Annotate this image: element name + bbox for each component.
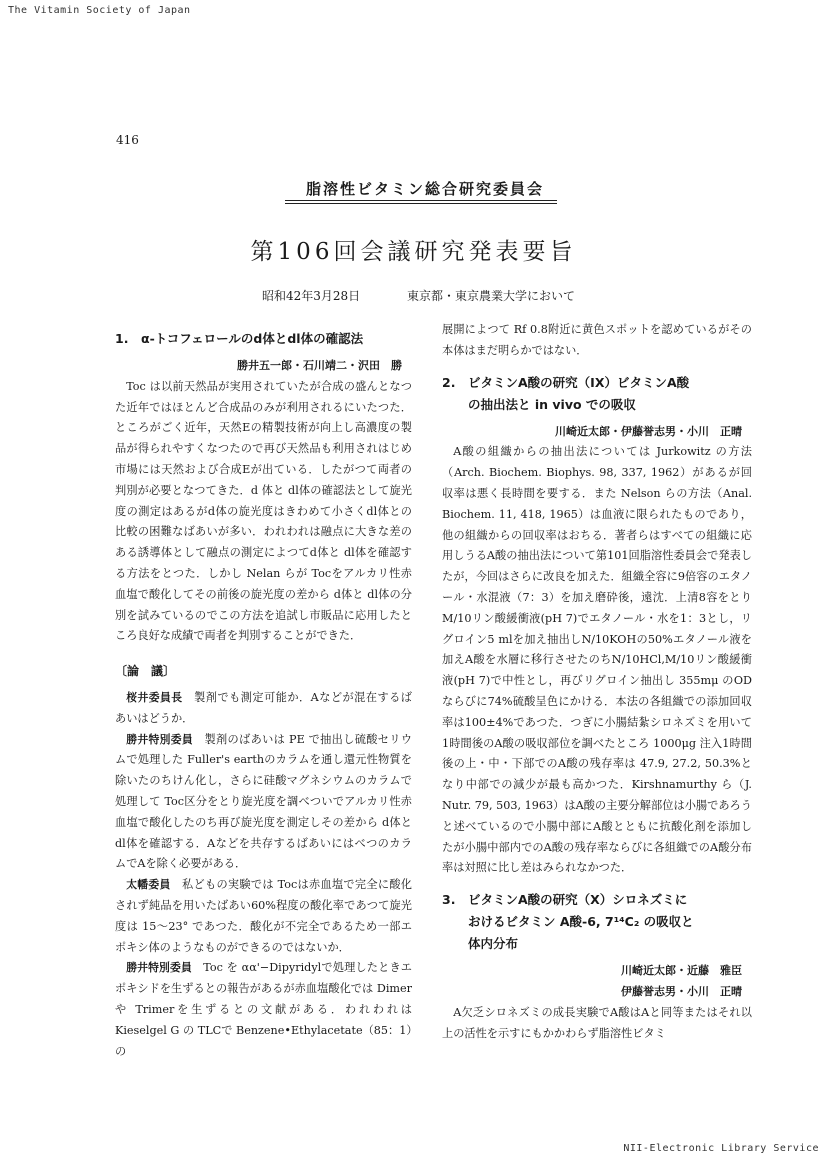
discussion-text: 製剤のばあいは PE で抽出し硫酸セリウムで処理した Fuller's earthのカラムを通し還元性物質を除いたのちけん化し，さらに硅酸マグネシウムのカラムで処理して Toc区分をとり旋光度を調べついでアルカリ性赤血塩で酸化したのち再び旋光度を測定しその差から d体と dl体を確認する．Aなどを共存するばあいにはべつのカラムでAを除く必要がある．: [115, 732, 413, 871]
discussion-entry: [115, 958, 412, 1062]
section-number: 1.: [115, 331, 129, 346]
section-3-body: A欠乏シロネズミの成長実験でA酸はAと同等またはそれ以上の活性を示すにもかかわらず脂溶性ビタミ: [442, 1005, 752, 1040]
section-title-line: の抽出法と in vivo での吸収: [468, 396, 636, 412]
title-rule: [285, 203, 557, 204]
section-1-heading: [115, 328, 412, 350]
discussion-entry: [115, 730, 412, 876]
section-number: 3.: [442, 892, 456, 908]
speaker-name: 太幡委員: [126, 878, 171, 892]
right-column: [442, 320, 752, 1044]
speaker-name: 勝井特別委員: [126, 732, 193, 746]
section-title-line: 体内分布: [468, 936, 519, 952]
committee-title: 脂溶性ビタミン総合研究委員会: [305, 180, 544, 198]
section-title: α-トコフェロールのd体とdl体の確認法: [141, 331, 364, 346]
meeting-title: 第106回会議研究発表要旨: [250, 239, 577, 265]
meeting-date: 昭和42年3月28日: [262, 289, 361, 303]
page-number: 416: [116, 133, 139, 147]
section-title-line: おけるビタミン A酸-6, 7¹⁴C₂ の吸収と: [468, 914, 694, 930]
section-2-body: A酸の組織からの抽出法については Jurkowitz の方法（Arch. Biochem. Biophys. 98, 337, 1962）があるが回収率は悪く長時間を要する．また Nelson らの方法（Anal. Biochem. 11, 418, 1965）は血液に限られたものであり，他の組織からの回収率はおちる．著者らはすべての組織に応用しうるA酸の抽出法について第101回脂溶性委員会で発表したが，今回はさらに改良を加えた．組織全容に9倍容のエタノール・水混液（7：3）を加え磨砕後，遠沈．上清8容をとり M/10リン酸緩衝液(pH 7)でエタノール・水を1：3とし，リグロイン5 mlを加え抽出しN/10KOHの50%エタノール液を加えA酸を水層に移行させたのちN/10HCl,M/10リン酸緩衝液(pH 7)で中性とし，再びリグロイン抽出し 355mμ のODならびに74%硫酸呈色にかける．本法の各組織での添加回収率は100±4%であつた．つぎに小腸結紮シロネズミを用いて1時間後のA酸の吸収部位を調べたところ 1000μg 注入1時間後の上・中・下部でのA酸の残存率は 47.9, 27.2, 50.3%となり中部での減少が最も高かつた．Kirshnamurthy ら（J. Nutr. 79, 503, 1963）はA酸の主要分解部位は小腸であろうと述べているので小腸中部にA酸とともに抗酸化剤を添加したが小腸中部内でのA酸の残存率ならびに各組織でのA酸分布率は対照に比し差はみられなかつた．: [442, 445, 752, 875]
discussion-heading: 〔論 議〕: [115, 664, 176, 679]
section-3-heading: [442, 889, 752, 955]
society-header: The Vitamin Society of Japan: [8, 5, 191, 16]
discussion-text: 私どもの実験では Tocは赤血塩で完全に酸化されず純品を用いたばあい60%程度の酸化率であつて旋光度は 15〜23° であつた．酸化が不完全であるため一部エポキシ体のようなものができるのではないか．: [115, 878, 412, 954]
library-service-footer: NII-Electronic Library Service: [623, 1143, 819, 1154]
section-1-continued: 展開によつて Rf 0.8附近に黄色スポットを認めているがその本体はまだ明らかではない．: [442, 323, 752, 357]
section-title-line: ビタミンA酸の研究（X）シロネズミに: [468, 892, 688, 908]
section-number: 2.: [442, 374, 456, 390]
left-column: [115, 320, 412, 1062]
speaker-name: 勝井特別委員: [126, 961, 192, 975]
meeting-place: 東京都・東京農業大学において: [407, 289, 576, 303]
section-3-authors: 伊藤誉志男・小川 正晴: [621, 984, 742, 998]
section-1-authors: 勝井五一郎・石川靖二・沢田 勝: [237, 359, 402, 372]
speaker-name: 桜井委員長: [126, 690, 183, 704]
section-3-authors: 川崎近太郎・近藤 雅臣: [621, 964, 742, 978]
discussion-text: Toc を αα'−Dipyridylで処理したときエポキシドを生ずるとの報告があるが赤血塩酸化では Dimerや Trimerを生ずるとの文献がある．われわれは Kieselgel G の TLCで Benzene•Ethylacetate（85：1）の: [115, 961, 412, 1058]
section-1-body: Toc は以前天然品が実用されていたが合成の盛んとなつた近年ではほとんど合成品のみが利用されるにいたつた．ところがごく近年，天然Eの精製技術が向上し高濃度の製品が得られやすくなつたので再び天然品も利用されはじめ市場には天然および合成Eが出ている．したがつて両者の判別が必要となつてきた．d 体と dl体の確認法として旋光度の測定はあるがd体の旋光度はきわめて小さくdl体との比較の困難なばあいが多い．われわれは融点に大きな差のある誘導体として融点の測定によつてd体と dl体を確認する方法をとつた．しかし Nelan らが Tocをアルカリ性赤血塩で酸化してその前後の旋光度の差から d体と dl体の分別を試みているのでこの方法を追試し市販品に応用したところ良好な成績で両者を判別することができた．: [115, 379, 412, 643]
discussion-entry: [115, 688, 412, 730]
discussion-text: 製剤でも測定可能か．Aなどが混在するばあいはどうか．: [115, 690, 412, 725]
title-rule: [285, 200, 557, 201]
section-title-line: ビタミンA酸の研究（IX）ビタミンA酸: [468, 374, 690, 390]
section-2-heading: [442, 372, 752, 416]
section-2-authors: 川崎近太郎・伊藤誉志男・小川 正晴: [555, 424, 742, 438]
discussion-entry: [115, 875, 412, 958]
